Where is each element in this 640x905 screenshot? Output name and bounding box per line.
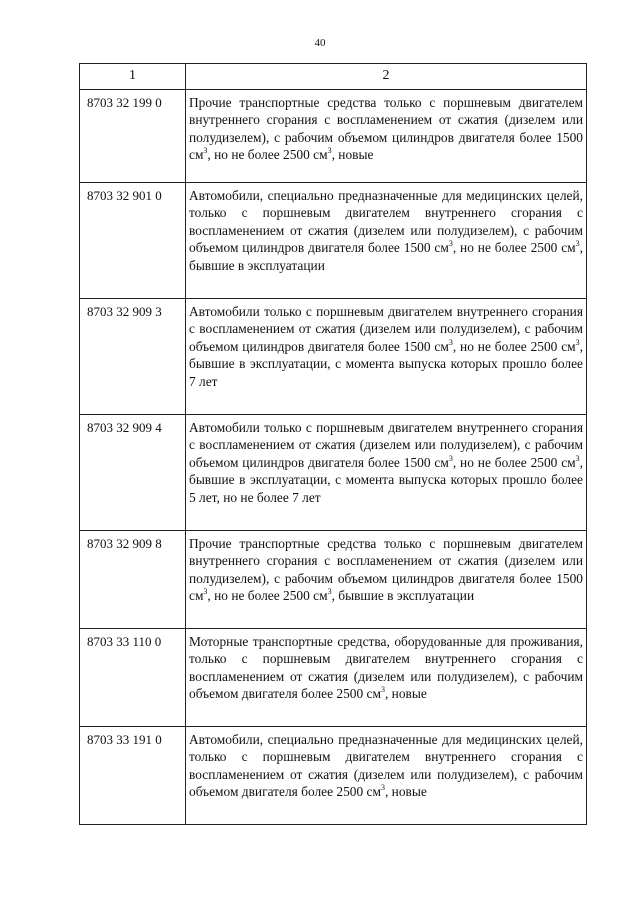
description-text: , но не более 2500 см <box>452 454 576 470</box>
tn-ved-code: 8703 32 909 4 <box>80 415 186 531</box>
description-text: Прочие транспортные средства только с поршневым двигателем внутреннего сгорания с воспламенением от сжатия (дизелем или полудизелем), с рабочим объемом цилиндров двигателя более 1500 см <box>189 95 583 163</box>
tn-ved-code: 8703 32 909 8 <box>80 531 186 629</box>
table-row <box>80 415 587 531</box>
table-header-row <box>80 64 587 90</box>
cubic-superscript: 3 <box>448 337 453 347</box>
cubic-superscript: 3 <box>327 146 332 156</box>
description-text: , но не более 2500 см <box>452 240 576 256</box>
tn-ved-code: 8703 32 199 0 <box>80 90 186 183</box>
description-text: , бывшие в эксплуатации <box>331 588 475 604</box>
goods-description <box>186 531 587 629</box>
goods-description <box>186 299 587 415</box>
cubic-superscript: 3 <box>203 587 208 597</box>
cubic-superscript: 3 <box>327 587 332 597</box>
cubic-superscript: 3 <box>448 239 453 249</box>
description-text: , бывшие в эксплуатации, с момента выпуска которых прошло более 5 лет, но не более 7 лет <box>189 454 583 505</box>
column-header-code: 1 <box>80 64 186 90</box>
description-text: , но не более 2500 см <box>207 147 328 163</box>
description-text: , бывшие в эксплуатации <box>189 240 583 273</box>
goods-description <box>186 183 587 299</box>
goods-description <box>186 727 587 825</box>
table-row <box>80 299 587 415</box>
tn-ved-code: 8703 33 110 0 <box>80 629 186 727</box>
description-text: Прочие транспортные средства только с поршневым двигателем внутреннего сгорания с воспламенением от сжатия (дизелем или полудизелем), с рабочим объемом цилиндров двигателя более 1500 см <box>189 536 583 604</box>
description-text: Автомобили только с поршневым двигателем внутреннего сгорания с воспламенением от сжатия (дизелем или полудизелем), с рабочим объемом цилиндров двигателя более 1500 см <box>189 420 583 470</box>
description-text: , бывшие в эксплуатации, с момента выпуска которых прошло более 7 лет <box>189 338 583 389</box>
cubic-superscript: 3 <box>203 146 208 156</box>
page-number: 40 <box>314 37 326 49</box>
code-table <box>79 63 587 825</box>
description-text: , но не более 2500 см <box>207 588 328 604</box>
goods-description <box>186 90 587 183</box>
description-text: Автомобили, специально предназначенные для медицинских целей, только с поршневым двигателем внутреннего сгорания с воспламенением от сжатия (дизелем или полудизелем), с рабочим объемом двигателя более 2500 см <box>189 732 583 800</box>
goods-description <box>186 415 587 531</box>
goods-description <box>186 629 587 727</box>
description-text: , новые <box>384 784 427 800</box>
column-header-description: 2 <box>186 64 587 90</box>
cubic-superscript: 3 <box>575 453 580 463</box>
table-row <box>80 90 587 183</box>
description-text: , новые <box>384 686 427 702</box>
table-row <box>80 183 587 299</box>
description-text: Автомобили только с поршневым двигателем внутреннего сгорания с воспламенением от сжатия (дизелем или полудизелем), с рабочим объемом цилиндров двигателя более 1500 см <box>189 304 583 354</box>
description-text: , новые <box>331 147 374 163</box>
table-row <box>80 629 587 727</box>
table-row <box>80 531 587 629</box>
cubic-superscript: 3 <box>380 783 385 793</box>
description-text: , но не более 2500 см <box>452 338 576 354</box>
cubic-superscript: 3 <box>448 453 453 463</box>
cubic-superscript: 3 <box>575 337 580 347</box>
cubic-superscript: 3 <box>380 685 385 695</box>
tn-ved-code: 8703 32 901 0 <box>80 183 186 299</box>
description-text: Моторные транспортные средства, оборудованные для проживания, только с поршневым двигателем внутреннего сгорания с воспламенением от сжатия (дизелем или полудизелем), с рабочим объемом двигателя более 2500 см <box>189 634 583 702</box>
cubic-superscript: 3 <box>575 239 580 249</box>
description-text: Автомобили, специально предназначенные для медицинских целей, только с поршневым двигателем внутреннего сгорания с воспламенением от сжатия (дизелем или полудизелем), с рабочим объемом цилиндров двигателя более 1500 см <box>189 188 583 256</box>
tn-ved-code: 8703 32 909 3 <box>80 299 186 415</box>
tn-ved-code: 8703 33 191 0 <box>80 727 186 825</box>
table-row <box>80 727 587 825</box>
